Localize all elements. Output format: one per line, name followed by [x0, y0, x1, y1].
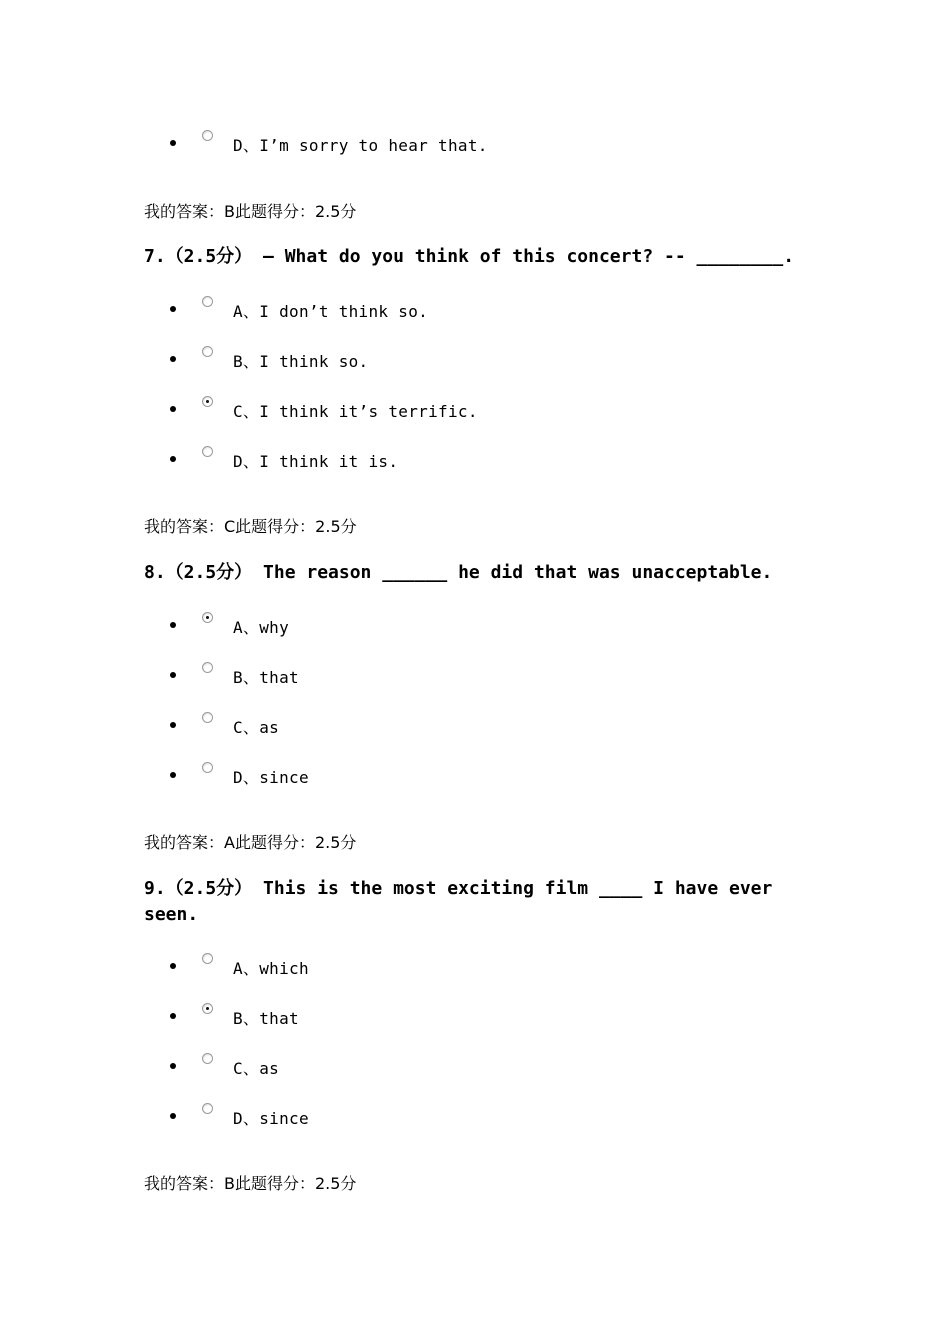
list-bullet	[170, 406, 176, 412]
list-bullet	[170, 1113, 176, 1119]
list-bullet	[170, 772, 176, 778]
option-label: C、as	[233, 1059, 280, 1078]
option-label: B、I think so.	[233, 352, 369, 371]
list-bullet	[170, 140, 176, 146]
option-q7-d[interactable]	[0, 446, 700, 470]
radio-button[interactable]	[202, 953, 213, 964]
option-q7-b[interactable]	[0, 346, 700, 370]
radio-button[interactable]	[202, 762, 213, 773]
list-bullet	[170, 672, 176, 678]
question-7-title: 7.（2.5分） – What do you think of this concert? -- ________.	[144, 246, 795, 267]
option-q7-a[interactable]	[0, 296, 700, 320]
radio-button[interactable]	[202, 346, 213, 357]
my-answer-q9: 我的答案：B此题得分：2.5分	[144, 1174, 357, 1193]
my-answer-q7: 我的答案：C此题得分：2.5分	[144, 517, 357, 536]
option-label: B、that	[233, 1009, 299, 1028]
option-label: D、since	[233, 768, 309, 787]
radio-button[interactable]	[202, 130, 213, 141]
option-q8-c[interactable]	[0, 712, 700, 736]
option-label: D、since	[233, 1109, 309, 1128]
radio-button[interactable]	[202, 446, 213, 457]
radio-button[interactable]	[202, 296, 213, 307]
my-answer-q8: 我的答案：A此题得分：2.5分	[144, 833, 357, 852]
list-bullet	[170, 622, 176, 628]
radio-button-selected[interactable]	[202, 1003, 213, 1014]
option-q8-d[interactable]	[0, 762, 700, 786]
option-label: A、why	[233, 618, 290, 637]
question-8-title: 8.（2.5分） The reason ______ he did that was unacceptable.	[144, 562, 773, 583]
option-q9-b[interactable]	[0, 1003, 700, 1027]
option-label: A、which	[233, 959, 309, 978]
list-bullet	[170, 306, 176, 312]
radio-button[interactable]	[202, 712, 213, 723]
list-bullet	[170, 456, 176, 462]
option-label: C、as	[233, 718, 280, 737]
list-bullet	[170, 963, 176, 969]
option-label: D、I think it is.	[233, 452, 399, 471]
radio-button[interactable]	[202, 1053, 213, 1064]
option-q9-c[interactable]	[0, 1053, 700, 1077]
radio-button-selected[interactable]	[202, 612, 213, 623]
option-label: A、I don’t think so.	[233, 302, 429, 321]
option-q9-d[interactable]	[0, 1103, 700, 1127]
question-9-title: 9.（2.5分） This is the most exciting film ____ I have ever seen.	[144, 878, 773, 925]
option-q8-b[interactable]	[0, 662, 700, 686]
option-q9-a[interactable]	[0, 953, 700, 977]
option-label: D、I’m sorry to hear that.	[233, 136, 488, 155]
radio-button-selected[interactable]	[202, 396, 213, 407]
list-bullet	[170, 1013, 176, 1019]
option-prev-d[interactable]	[0, 130, 700, 154]
option-label: B、that	[233, 668, 299, 687]
option-label: C、I think it’s terrific.	[233, 402, 478, 421]
my-answer-prev: 我的答案：B此题得分：2.5分	[144, 202, 357, 221]
list-bullet	[170, 356, 176, 362]
list-bullet	[170, 722, 176, 728]
list-bullet	[170, 1063, 176, 1069]
radio-button[interactable]	[202, 662, 213, 673]
option-q8-a[interactable]	[0, 612, 700, 636]
option-q7-c[interactable]	[0, 396, 700, 420]
radio-button[interactable]	[202, 1103, 213, 1114]
